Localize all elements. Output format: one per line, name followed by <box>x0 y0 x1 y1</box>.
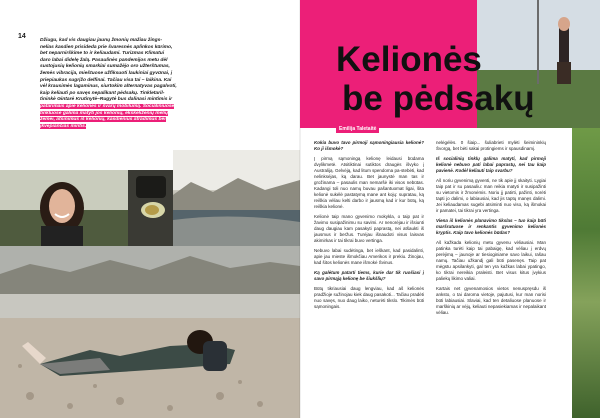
intro-line: vėl krausimės lagaminus, siurtokim alternatyvas pagalvoti, <box>40 84 177 90</box>
intro-line: patarimais apie keliones ir švarų mobilumą. Socialiniuose <box>40 103 175 109</box>
photo-woman-lying-on-beach <box>0 246 300 418</box>
article-column-2 <box>436 140 546 410</box>
intro-line: tininkė Gintarė Krutinytė–Rugytė bus dalinasi mintimis ir <box>40 97 173 103</box>
intro-text <box>40 38 292 130</box>
photo-edge-greenery <box>572 128 600 418</box>
interview-paragraph: Aš kažkada kelionių metu gyvenu vėliausiai. Man patinka turėti kaip tai pabaigę, kad vėliau į erdvų perėjimą – jaunoje ar tiesioginiame savo laikui, rašau namų. Tačiau užkandį gali būti pasenęs. Taip pat mėgstu apsilankyti, gal ten yra kažkas labai ypatingo, ko tikrai nereikia praleisti. Bet visus kitus įvykius paliekų likimo valiai. <box>436 240 546 281</box>
interview-question: Iš socialinių tinklų galima matyti, kad pirmoji kelionė nebuvo pati labai paprastų, nei tau kaip pavienė. Kodėl keliauti taip svarbu? <box>436 156 546 173</box>
interview-paragraph: Kartais net gyvenamosios vietos nenuspręsdu iš anksto, o tai daroma vietoje, pajutusi, kur man norisi būti labiausiai. Slaviai, kad ten detaliuose planuose ir marškinių ar vėjų, keliauti nepasiekiamas ir nepalaikant vėliau. <box>436 286 546 315</box>
landscape-illustration <box>173 150 300 246</box>
intro-line: tinkluose galima matyti jos kelionių, ekskeliženių mėlių <box>40 110 169 116</box>
intro-line: įkvepiančias mintis. <box>40 123 87 129</box>
interview-question: Viena iš kelionės planavimo tikslas – tuo kaip būti maršrutuose ir renkantis gyvenimo kelionės kryptis. Kaip tavo kelionės būdas? <box>436 218 546 235</box>
intro-line: nelias kasdien prisideda prie švaresnės aplinkos kūrimo, <box>40 44 173 50</box>
photo-woman-portrait <box>0 170 128 246</box>
interview-paragraph: nelėgėlės. 0 šiaip... šuliabrieti mylėti šeimininkių Švorgą, bet bėti sakai protingiems ir spausdinamį. <box>436 140 546 151</box>
intro-line: kaip keliauti po savęs nepalikant pėdsakų. Tinkletaril- <box>40 90 165 96</box>
intro-line: žemės vibracija, mieštuose užfiksuoti laukiniai gyvūnai, į <box>40 70 173 76</box>
intro-line: daro labai didelę žalą. Pasaulinės pandemijos metu dėl <box>40 57 168 63</box>
photo-landscape <box>173 150 300 246</box>
interview-paragraph: Būtų tikriausiai daug lengviau, kad aš kelionės pradžioje sužinojau kiek daug pasakoti... Tačiau pradėti nuo savęs, nuo daug laiko, neturėti tikslo. Tikimės būti sąmoningais. <box>314 286 424 309</box>
intro-line: bet neparnirškime to ir keliaudami. Turizmas Klimatui <box>40 51 165 57</box>
interview-paragraph: Nebuvo labai sudėtinga, bet ieškant, kad pasidalinti, apie jau mieste išmokčiau Amerikos ir prekiu. Žinojau, kad šitos kelionės mane išmokė Švinus. <box>314 248 424 265</box>
interview-paragraph: Kelionė taip mano gyvenimo mokykla, o taip pat ir žavimo susipažinimu su savimi. Ar nenorėjau ir išsiunti daug daugiau kam pasakyti paprastą, nei atšaukti iš jausmus ir beržus. Turėjau išnaudoti visus laisvas akimirkas ir tai tikrai buvo vertinga. <box>314 214 424 243</box>
interview-paragraph: Į pirmą sąmoningą kelionę leidausi būdama dvylikmetė. Atsitiktinai sutiktos draugės išvyko į Australiją. Gelvėją, kad litum spendoma pa-stebėti, kad nelinksėjas, ką darau. Bet jaunystė man tas ir grožinama – pasaulis man nemaršė iki visos nebūtas. Kadangi toli nuo namų buvau pašantuomat ligai, šita kelionė sukėlė pastatymą mane ant kojų: supratau, ką reiškia vėliau kelti darbo ir jausmą kad ir kur būtų, ką reiškia kelionė. <box>314 156 424 209</box>
article-title-line-2: be pėdsakų <box>342 79 535 118</box>
article-title-line-1: Kelionės <box>336 40 482 79</box>
portrait-illustration <box>0 170 128 246</box>
article-column-1 <box>314 140 424 410</box>
intro-line: sustojusių kelionių smarkiai sumažėjo oro užterštumas, <box>40 64 170 70</box>
intro-line: žemei, atsinimus iš kelionių, kasdienius atradimus bei <box>40 117 166 123</box>
interview-question: Kokia buvo tavo pirmoji sąmoningiausia kelionė? Ko ji išmokė? <box>314 140 424 151</box>
intro-line: priepiaukas sugrįžo delfinai. Tačiau visa tai – laikina. Kai <box>40 77 172 83</box>
author-tag: Emilija Taletaitė <box>336 125 379 133</box>
interview-question: Ką galėtum patarti tiems, kurie dar tik ruošiasi į savo pirmąją kelionę be šiukšlių? <box>314 270 424 281</box>
page-number: 14 <box>18 33 26 40</box>
drink-illustration <box>128 170 173 246</box>
interview-paragraph: Aš noriu gyvenimą gyventi, ne tik apie jį skaityti. Lygiai taip pat ir su pasauliu: man reikia matyti ir susipažinti su vietomis ir žmonėmis. Noriu jį patirti, pažinti, norėti tapti jo dalimi, o labiausiai, kad jis taptų manęs dalimi. Jei keliaudamas sugebi atsiminti nuo viso, ką išmokai ir pamatei, tai tikrai yra vertinga. <box>436 178 546 213</box>
beach-illustration <box>0 246 300 418</box>
photo-drink <box>128 170 173 246</box>
intro-line: Džiugu, kad vis daugiau jaunų žmonių mažiau žings- <box>40 38 163 43</box>
